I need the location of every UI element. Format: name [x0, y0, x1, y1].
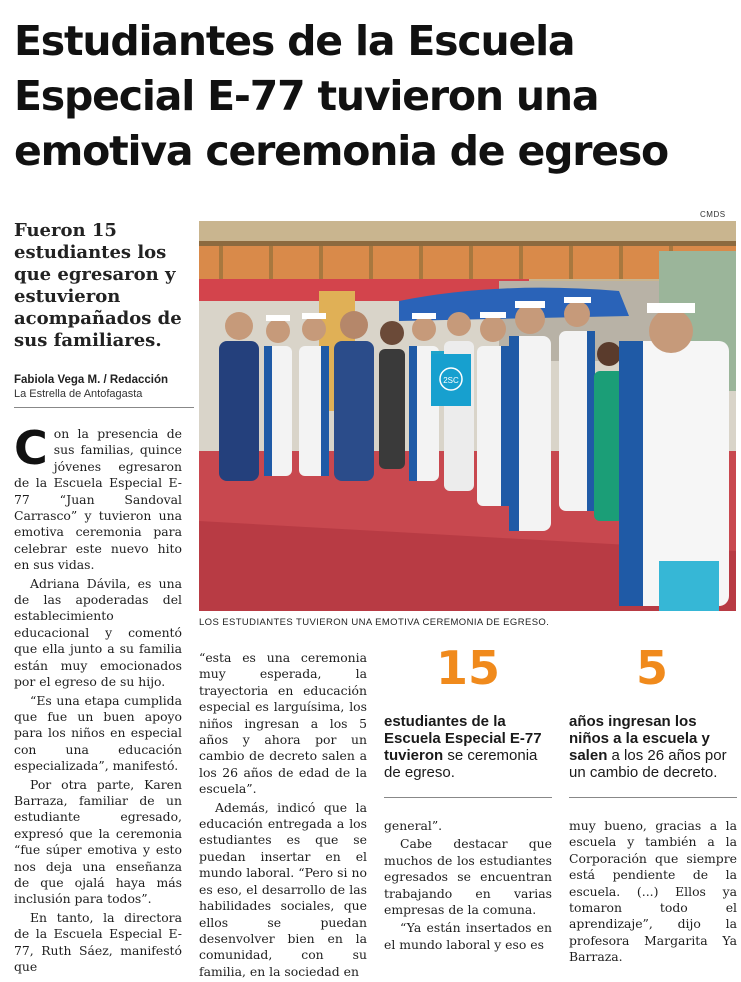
- photo-credit: CMDS: [700, 210, 726, 219]
- body-paragraph: Por otra parte, Karen Barraza, familiar de un estudiante egresado, expresó que la ceremonia “fue súper emotiva y esto nos deja una enseñanza de que ojalá haya más inclusión para todos”.: [14, 776, 182, 907]
- body-paragraph: En tanto, la directora de la Escuela Especial E-77, Ruth Sáez, manifestó que: [14, 909, 182, 974]
- fact-number-15: 15: [436, 641, 501, 695]
- factbox-divider: [384, 797, 552, 798]
- body-paragraph: “Es una etapa cumplida que fue un buen apoyo para los niños en especial con una educación especializada”, manifestó.: [14, 692, 182, 774]
- body-column-1: [14, 421, 182, 977]
- headline-line-3: emotiva ceremonia de egreso: [14, 127, 669, 175]
- drop-cap: C: [14, 421, 48, 475]
- body-paragraph: Con la presencia de sus familias, quince jóvenes egresaron de la Escuela Especial E-77 “Juan Sandoval Carrasco” y tuvieron una emotiva ceremonia para celebrar este nuevo hito en sus vidas.: [14, 421, 182, 573]
- body-paragraph: Adriana Dávila, es una de las apoderadas del establecimiento educacional y comentó que ella junto a su familia están muy emocionados por el egreso de su hijo.: [14, 575, 182, 690]
- deck: Fueron 15 estudiantes los que egresaron y estuvieron acompañados de sus familiares.: [14, 220, 182, 351]
- graduation-photo: [199, 221, 736, 611]
- body-paragraph: “Ya están insertados en el mundo laboral y eso es: [384, 920, 552, 952]
- body-paragraph: Cabe destacar que muchos de los estudiantes egresados se encuentran trabajando en varias empresas de la comuna.: [384, 836, 552, 918]
- body-column-4: [569, 818, 737, 968]
- photo-sign-text: 2SC: [443, 376, 459, 385]
- byline-author: Fabiola Vega M. / Redacción: [14, 374, 169, 386]
- body-column-3: [384, 818, 552, 955]
- body-column-2: [199, 650, 367, 982]
- fact-text-5: años ingresan los niños a la escuela y salen a los 26 años por un cambio de decreto.: [569, 713, 727, 781]
- headline-line-1: Estudiantes de la Escuela: [14, 17, 575, 65]
- headline: [14, 14, 734, 179]
- headline-line-2: Especial E-77 tuvieron una: [14, 72, 599, 120]
- factbox-divider: [569, 797, 737, 798]
- body-paragraph: Además, indicó que la educación entregada a los estudiantes es que se puedan insertar en el mundo laboral. “Pero si no es eso, el desarrollo de las habilidades sociales, que ellos se puedan desenvolver bien en la comunidad, con su familia, en la sociedad en: [199, 799, 367, 979]
- body-paragraph: muy bueno, gracias a la escuela y también a la Corporación que siempre está pendiente de la escuela. (...) Ellos ya tomaron todo el aprendizaje”, dijo la profesora Margarita Ya Barraza.: [569, 818, 737, 965]
- body-paragraph: “esta es una ceremonia muy esperada, la trayectoria en educación especial es larguísima, los niños ingresan a los 5 años y ahora por un cambio de decreto salen a los 26 años de edad de la escuela”.: [199, 650, 367, 797]
- photo-caption: LOS ESTUDIANTES TUVIERON UNA EMOTIVA CEREMONIA DE EGRESO.: [199, 617, 550, 628]
- body-paragraph: general”.: [384, 818, 443, 833]
- byline-divider: [14, 407, 194, 408]
- fact-number-5: 5: [636, 641, 669, 695]
- fact-text-15: estudiantes de la Escuela Especial E-77 tuvieron se ceremonia de egreso.: [384, 713, 542, 781]
- byline-paper: La Estrella de Antofagasta: [14, 388, 143, 400]
- graduation-photo-illustration: [199, 221, 736, 611]
